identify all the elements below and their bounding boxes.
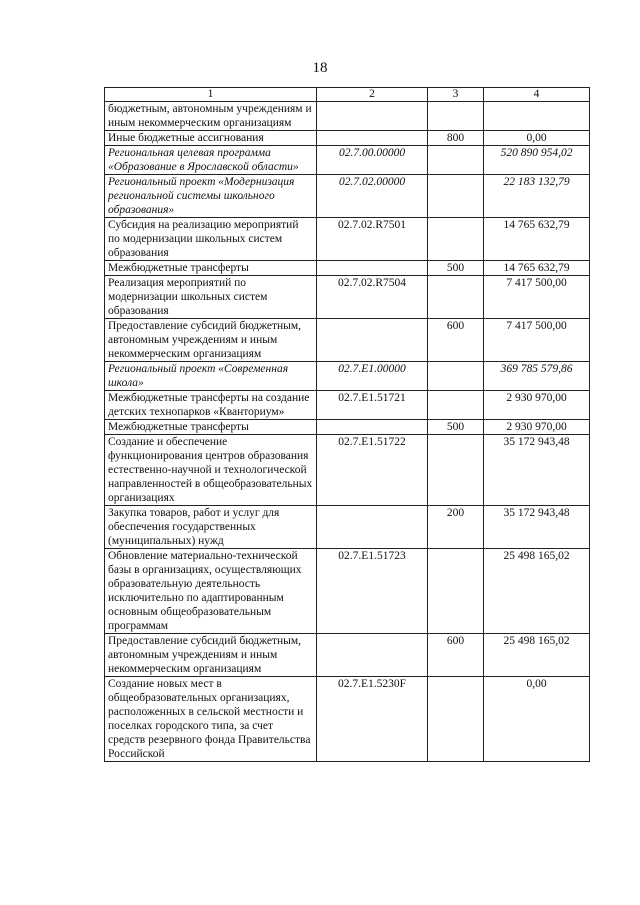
row-name-cell: Предоставление субсидий бюджетным, автономным учреждениям и иным некоммерческим организациям [105,634,317,677]
row-amount-cell: 0,00 [484,131,590,146]
row-type-cell: 800 [428,131,484,146]
row-type-cell [428,435,484,506]
row-name-cell: Реализация мероприятий по модернизации школьных систем образования [105,276,317,319]
row-code-cell: 02.7.02.R7504 [317,276,428,319]
row-name-cell: Иные бюджетные ассигнования [105,131,317,146]
row-type-cell [428,276,484,319]
row-amount-cell: 7 417 500,00 [484,276,590,319]
row-amount-cell: 35 172 943,48 [484,435,590,506]
row-amount-cell [484,102,590,131]
table-row [105,261,590,276]
row-amount-cell: 369 785 579,86 [484,362,590,391]
row-amount-cell: 35 172 943,48 [484,506,590,549]
row-type-cell: 500 [428,420,484,435]
row-code-cell: 02.7.E1.5230F [317,677,428,762]
table-row [105,131,590,146]
row-name-cell: бюджетным, автономным учреждениям и иным некоммерческим организациям [105,102,317,131]
row-code-cell: 02.7.02.00000 [317,175,428,218]
row-code-cell: 02.7.E1.51722 [317,435,428,506]
row-code-cell [317,506,428,549]
row-code-cell: 02.7.E1.51721 [317,391,428,420]
row-type-cell [428,102,484,131]
row-type-cell [428,677,484,762]
row-amount-cell: 25 498 165,02 [484,634,590,677]
row-type-cell: 500 [428,261,484,276]
row-amount-cell: 25 498 165,02 [484,549,590,634]
table-row [105,420,590,435]
row-code-cell: 02.7.00.00000 [317,146,428,175]
table-row [105,175,590,218]
row-type-cell: 600 [428,319,484,362]
table-row [105,435,590,506]
row-type-cell [428,175,484,218]
table-row [105,549,590,634]
row-type-cell [428,362,484,391]
row-name-cell: Закупка товаров, работ и услуг для обеспечения государственных (муниципальных) нужд [105,506,317,549]
row-name-cell: Региональная целевая программа «Образование в Ярославской области» [105,146,317,175]
header-col-4: 4 [484,88,590,102]
row-amount-cell: 22 183 132,79 [484,175,590,218]
table-row [105,677,590,762]
table-row [105,146,590,175]
row-name-cell: Межбюджетные трансферты [105,261,317,276]
row-name-cell: Обновление материально-технической базы в организациях, осуществляющих образовательную деятельность исключительно по адаптированным основным общеобразовательным программам [105,549,317,634]
table-header-row [105,88,590,102]
row-code-cell [317,102,428,131]
row-name-cell: Межбюджетные трансферты на создание детских технопарков «Кванториум» [105,391,317,420]
row-name-cell: Создание и обеспечение функционирования центров образования естественно-научной и технологической направленностей в общеобразовательных организациях [105,435,317,506]
table-row [105,319,590,362]
row-amount-cell: 2 930 970,00 [484,391,590,420]
table-row [105,276,590,319]
row-code-cell [317,634,428,677]
row-type-cell: 200 [428,506,484,549]
table-row [105,362,590,391]
row-amount-cell: 14 765 632,79 [484,218,590,261]
row-amount-cell: 0,00 [484,677,590,762]
row-code-cell [317,420,428,435]
page-number: 18 [312,60,328,76]
row-amount-cell: 520 890 954,02 [484,146,590,175]
row-amount-cell: 7 417 500,00 [484,319,590,362]
row-type-cell [428,146,484,175]
row-code-cell: 02.7.E1.51723 [317,549,428,634]
budget-table [104,87,590,762]
table-row [105,391,590,420]
row-name-cell: Региональный проект «Современная школа» [105,362,317,391]
header-col-2: 2 [317,88,428,102]
row-code-cell [317,131,428,146]
row-code-cell [317,319,428,362]
row-type-cell [428,391,484,420]
row-name-cell: Предоставление субсидий бюджетным, автономным учреждениям и иным некоммерческим организациям [105,319,317,362]
row-type-cell [428,549,484,634]
table-row [105,634,590,677]
header-col-3: 3 [428,88,484,102]
row-amount-cell: 14 765 632,79 [484,261,590,276]
row-code-cell: 02.7.02.R7501 [317,218,428,261]
row-name-cell: Региональный проект «Модернизация региональной системы школьного образования» [105,175,317,218]
row-amount-cell: 2 930 970,00 [484,420,590,435]
row-name-cell: Межбюджетные трансферты [105,420,317,435]
table-row [105,218,590,261]
row-type-cell: 600 [428,634,484,677]
table-row [105,102,590,131]
row-code-cell: 02.7.E1.00000 [317,362,428,391]
row-name-cell: Создание новых мест в общеобразовательных организациях, расположенных в сельской местности и поселках городского типа, за счет средств резервного фонда Правительства Российской [105,677,317,762]
table-row [105,506,590,549]
header-col-1: 1 [105,88,317,102]
row-type-cell [428,218,484,261]
row-name-cell: Субсидия на реализацию мероприятий по модернизации школьных систем образования [105,218,317,261]
row-code-cell [317,261,428,276]
